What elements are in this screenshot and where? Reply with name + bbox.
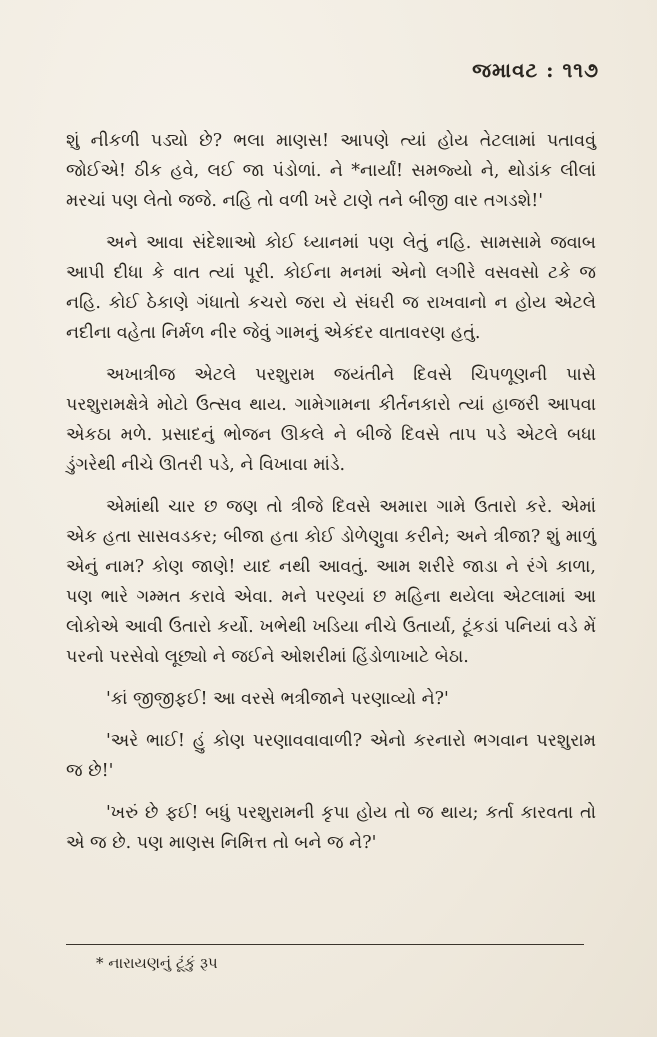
paragraph-4: એમાંથી ચાર છ જણ તો ત્રીજે દિવસે અમારા ગામે ઉતારો કરે. એમાં એક હતા સાસવડકર; બીજા હતા કોઈ ડોળેણુવા કરીને; અને ત્રીજા? શું માળું એનું નામ? કોણ જાણે! યાદ નથી આવતું. આમ શરીરે જાડા ને રંગે કાળા, પણ ભારે ગમ્મત કરાવે એવા. મને પરણ્યાં છ મહિના થયેલા એટલામાં આ લોકોએ આવી ઉતારો કર્યો. ખભેથી ખડિયા નીચે ઉતાર્યા, ટૂંકડાં પનિયાં વડે મેં પરનો પરસેવો લૂછ્યો ને જઈને ઓશરીમાં હિંડોળાખાટે બેઠા.: [66, 497, 596, 667]
dialogue-3: 'ખરું છે ફઈ! બધું પરશુરામની કૃપા હોય તો જ થાય; કર્તા કારવતા તો એ જ છે. પણ માણસ નિમિત્ત તો બને જ ને?': [66, 803, 596, 853]
paragraph-1: શું નીકળી પડ્યો છે? ભલા માણસ! આપણે ત્યાં હોય તેટલામાં પતાવવું જોઈએ! ઠીક હવે, લઈ જા પંડોળાં. ને *નાર્યાં! સમજ્યો ને, થોડાંક લીલાં મરચાં પણ લેતો જજે. નહિ તો વળી ખરે ટાણે તને બીજી વાર તગડશે!': [66, 131, 596, 211]
footnote-divider: [66, 944, 584, 945]
running-header: જમાવટ : ૧૧૭: [472, 58, 599, 82]
body-text: [66, 126, 596, 870]
dialogue-1: 'કાં જીજીફઈ! આ વરસે ભત્રીજાને પરણાવ્યો ને?': [106, 689, 449, 709]
paragraph-2: અને આવા સંદેશાઓ કોઈ ધ્યાનમાં પણ લેતું નહિ. સામસામે જવાબ આપી દીધા કે વાત ત્યાં પૂરી. કોઈના મનમાં એનો લગીરે વસવસો ટકે જ નહિ. કોઈ ઠેકાણે ગંધાતો કચરો જરા યે સંઘરી જ રાખવાનો ન હોય એટલે નદીના વહેતા નિર્મળ નીર જેવું ગામનું એકંદર વાતાવરણ હતું.: [66, 233, 596, 343]
paragraph-3: અખાત્રીજ એટલે પરશુરામ જયંતીને દિવસે ચિપળૂણની પાસે પરશુરામક્ષેત્રે મોટો ઉત્સવ થાય. ગામેગામના કીર્તનકારો ત્યાં હાજરી આપવા એકઠા મળે. પ્રસાદનું ભોજન ઊકલે ને બીજે દિવસે તાપ પડે એટલે બધા ડુંગરેથી નીચે ઊતરી પડે, ને વિખાવા માંડે.: [66, 365, 596, 475]
footnote: * નારાયણનું ટૂંકું રૂપ: [96, 954, 218, 972]
dialogue-2: 'અરે ભાઈ! હું કોણ પરણાવવાવાળી? એનો કરનારો ભગવાન પરશુરામ જ છે!': [66, 731, 596, 781]
